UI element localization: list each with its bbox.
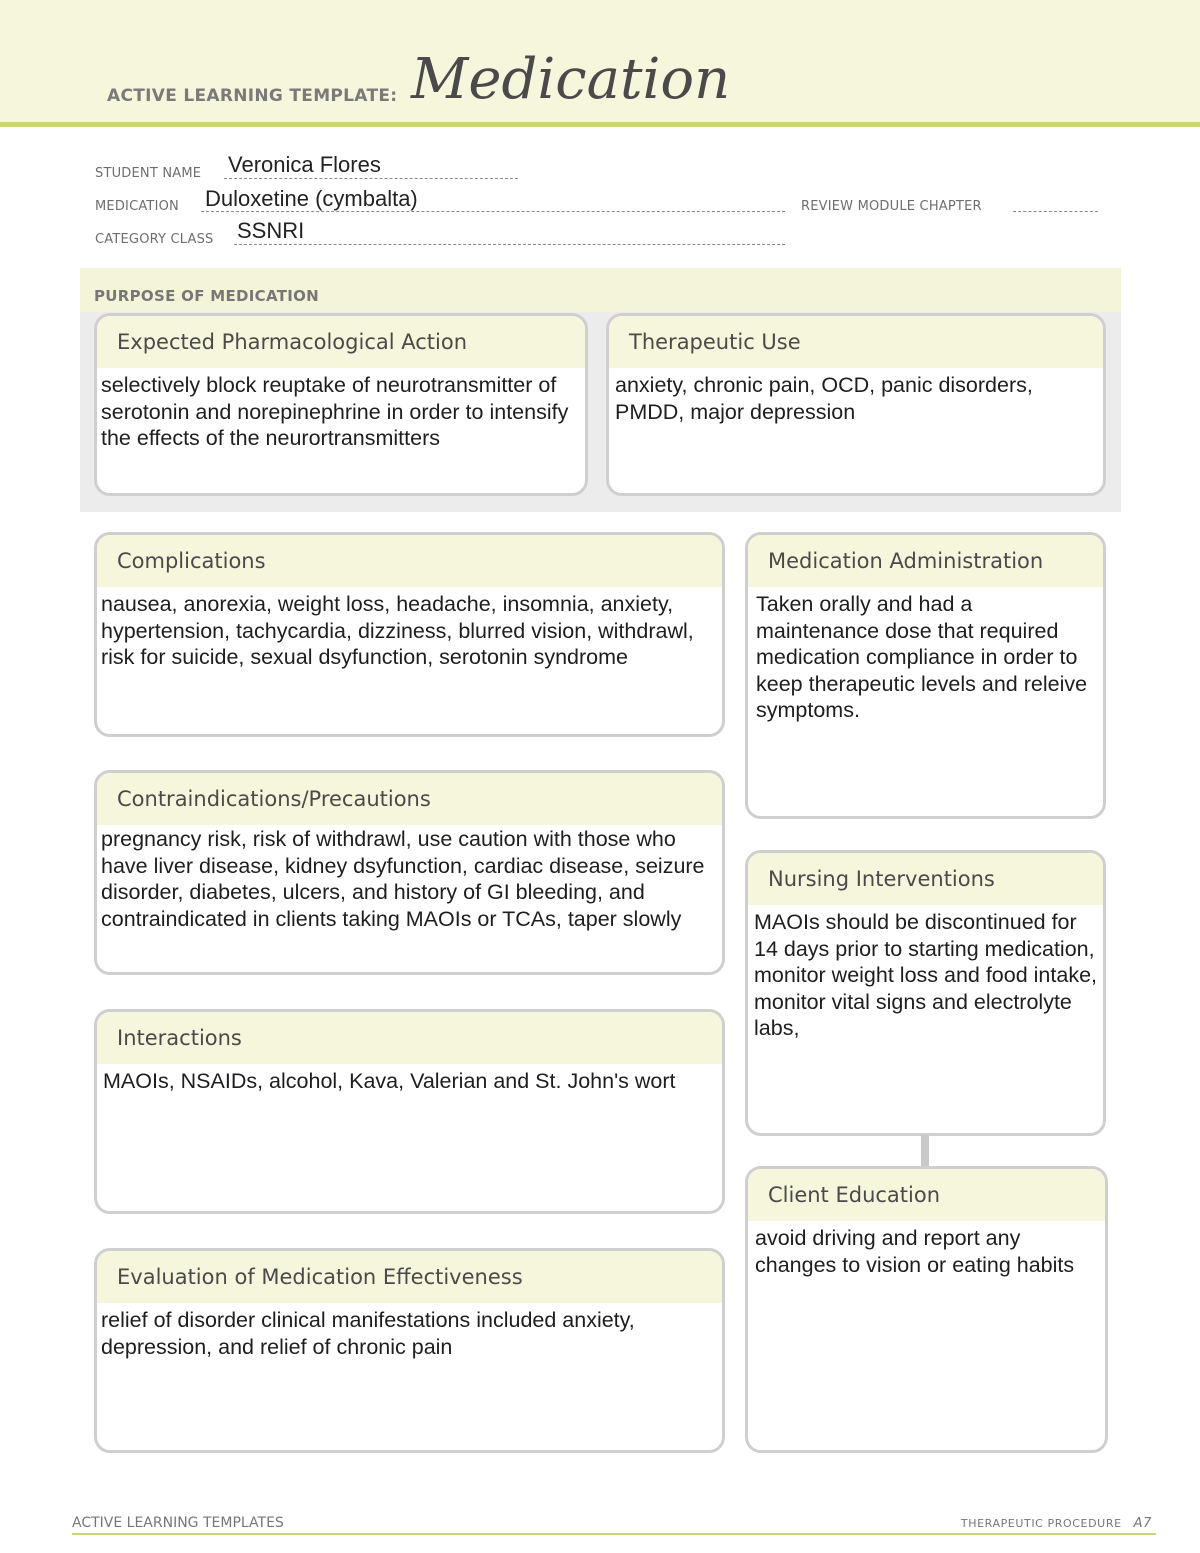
header-rule — [0, 122, 1200, 127]
evaluation-heading: Evaluation of Medication Effectiveness — [97, 1251, 722, 1303]
expected-action-box — [94, 313, 588, 496]
interactions-heading: Interactions — [97, 1012, 722, 1064]
nursing-interventions-heading: Nursing Interventions — [748, 853, 1103, 905]
category-class-label: CATEGORY CLASS — [95, 232, 214, 247]
therapeutic-use-box — [606, 313, 1106, 496]
review-module-label: REVIEW MODULE CHAPTER — [801, 199, 982, 214]
medication-administration-heading: Medication Administration — [748, 535, 1103, 587]
contraindications-box — [94, 770, 725, 975]
complications-text[interactable]: nausea, anorexia, weight loss, headache, insomnia, anxiety, hypertension, tachycardia, dizziness, blurred vision, withdrawl, risk for suicide, sexual dsyfunction, serotonin syndrome — [101, 592, 694, 669]
evaluation-box — [94, 1248, 725, 1453]
footer-left: ACTIVE LEARNING TEMPLATES — [72, 1515, 284, 1531]
interactions-text[interactable]: MAOIs, NSAIDs, alcohol, Kava, Valerian and St. John's wort — [103, 1069, 676, 1093]
student-name-label: STUDENT NAME — [95, 166, 202, 181]
expected-action-text[interactable]: selectively block reuptake of neurotransmitter of serotonin and norepinephrine in order to intensify the effects of the neurortransmitters — [101, 373, 569, 450]
nursing-interventions-text[interactable]: MAOIs should be discontinued for 14 days prior to starting medication, monitor weight loss and food intake, monitor vital signs and electrolyte labs, — [754, 910, 1098, 1040]
review-module-underline — [1013, 211, 1098, 212]
evaluation-text[interactable]: relief of disorder clinical manifestations included anxiety, depression, and relief of chronic pain — [101, 1308, 635, 1359]
footer-rule — [72, 1533, 1156, 1535]
page-title: Medication — [411, 47, 731, 112]
footer-section-label: THERAPEUTIC PROCEDURE — [960, 1517, 1122, 1530]
client-education-heading: Client Education — [748, 1169, 1105, 1221]
footer-right — [961, 1516, 1152, 1531]
medication-administration-box — [745, 532, 1106, 819]
category-class-field[interactable]: SSNRI — [237, 218, 305, 243]
therapeutic-use-text[interactable]: anxiety, chronic pain, OCD, panic disorders, PMDD, major depression — [615, 373, 1033, 424]
student-name-underline — [224, 178, 518, 179]
footer-page-code: A7 — [1133, 1516, 1152, 1531]
student-name-field[interactable]: Veronica Flores — [228, 152, 381, 177]
expected-action-heading: Expected Pharmacological Action — [97, 316, 585, 368]
interactions-box — [94, 1009, 725, 1214]
complications-box — [94, 532, 725, 737]
therapeutic-use-heading: Therapeutic Use — [609, 316, 1103, 368]
client-education-box — [745, 1166, 1108, 1453]
nursing-interventions-box — [745, 850, 1106, 1136]
contraindications-heading: Contraindications/Precautions — [97, 773, 722, 825]
template-label: ACTIVE LEARNING TEMPLATE: — [107, 86, 398, 106]
medication-administration-text[interactable]: Taken orally and had a maintenance dose that required medication compliance in order to keep therapeutic levels and releive symptoms. — [756, 592, 1088, 722]
medication-field[interactable]: Duloxetine (cymbalta) — [205, 186, 418, 211]
category-class-underline — [234, 244, 785, 245]
contraindications-text[interactable]: pregnancy risk, risk of withdrawl, use caution with those who have liver disease, kidney dsyfunction, cardiac disease, seizure disorder, diabetes, ulcers, and history of GI bleeding, and contraindicated in clients taking MAOIs or TCAs, taper slowly — [101, 827, 705, 931]
complications-heading: Complications — [97, 535, 722, 587]
client-education-text[interactable]: avoid driving and report any changes to vision or eating habits — [755, 1226, 1075, 1277]
medication-label: MEDICATION — [95, 199, 179, 214]
column-connector — [921, 1135, 929, 1167]
purpose-title: PURPOSE OF MEDICATION — [94, 287, 320, 305]
